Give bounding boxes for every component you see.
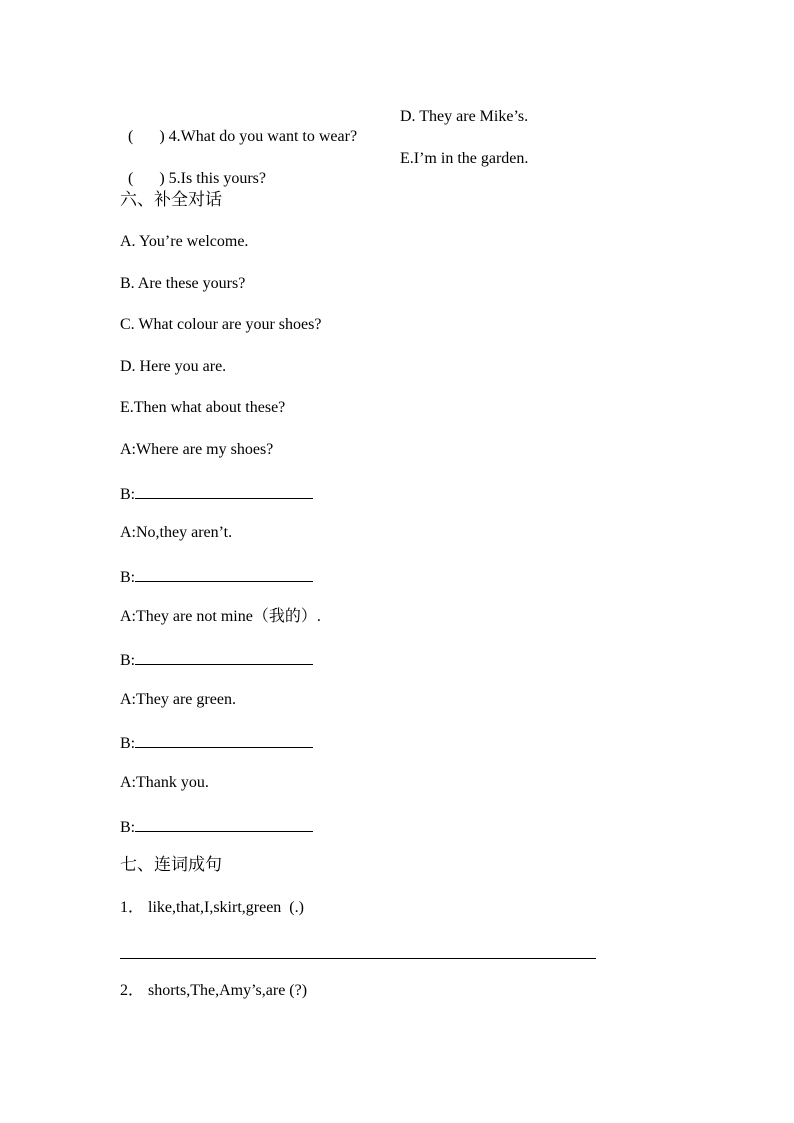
- answer-blank-3[interactable]: [135, 648, 313, 665]
- section7-title: 七、连词成句: [120, 855, 222, 874]
- answer-blank-1[interactable]: [135, 482, 313, 499]
- paren-open: (: [128, 128, 134, 145]
- dialogue-a-3: A:They are not mine（我的）.: [120, 608, 321, 625]
- dialogue-b-2: [120, 565, 313, 588]
- option-a: A. You’re welcome.: [120, 233, 249, 250]
- speaker-b-label: B:: [120, 652, 136, 669]
- paren-close: ): [159, 170, 165, 187]
- option-e: E.Then what about these?: [120, 399, 286, 416]
- speaker-b-label: B:: [120, 819, 136, 836]
- dialogue-b-1: [120, 482, 313, 505]
- dialogue-a-1: A:Where are my shoes?: [120, 441, 274, 458]
- dialogue-b-3: [120, 648, 313, 671]
- matching-option-d: D. They are Mike’s.: [400, 108, 529, 125]
- answer-blank-5[interactable]: [135, 815, 313, 832]
- dialogue-b-4: [120, 731, 313, 754]
- matching-row-4: [120, 107, 357, 147]
- dialogue-a-2: A:No,they aren’t.: [120, 524, 233, 541]
- sentence-item-1: 1． like,that,I,skirt,green (.): [120, 899, 304, 916]
- answer-line-1[interactable]: [120, 958, 596, 959]
- answer-blank-4[interactable]: [135, 731, 313, 748]
- option-b: B. Are these yours?: [120, 275, 246, 292]
- dialogue-a-4: A:They are green.: [120, 691, 236, 708]
- option-c: C. What colour are your shoes?: [120, 316, 322, 333]
- answer-blank-2[interactable]: [135, 565, 313, 582]
- dialogue-a-5: A:Thank you.: [120, 774, 209, 791]
- speaker-b-label: B:: [120, 486, 136, 503]
- matching-question: 5.Is this yours?: [168, 170, 266, 187]
- speaker-b-label: B:: [120, 735, 136, 752]
- dialogue-b-5: [120, 815, 313, 838]
- sentence-item-2: 2． shorts,The,Amy’s,are (?): [120, 982, 308, 999]
- speaker-b-label: B:: [120, 569, 136, 586]
- matching-option-e: E.I’m in the garden.: [400, 150, 529, 167]
- paren-close: ): [159, 128, 165, 145]
- section6-title: 六、补全对话: [120, 190, 222, 209]
- option-d: D. Here you are.: [120, 358, 227, 375]
- matching-question: 4.What do you want to wear?: [168, 128, 358, 145]
- matching-row-5: [120, 149, 266, 189]
- paren-open: (: [128, 170, 134, 187]
